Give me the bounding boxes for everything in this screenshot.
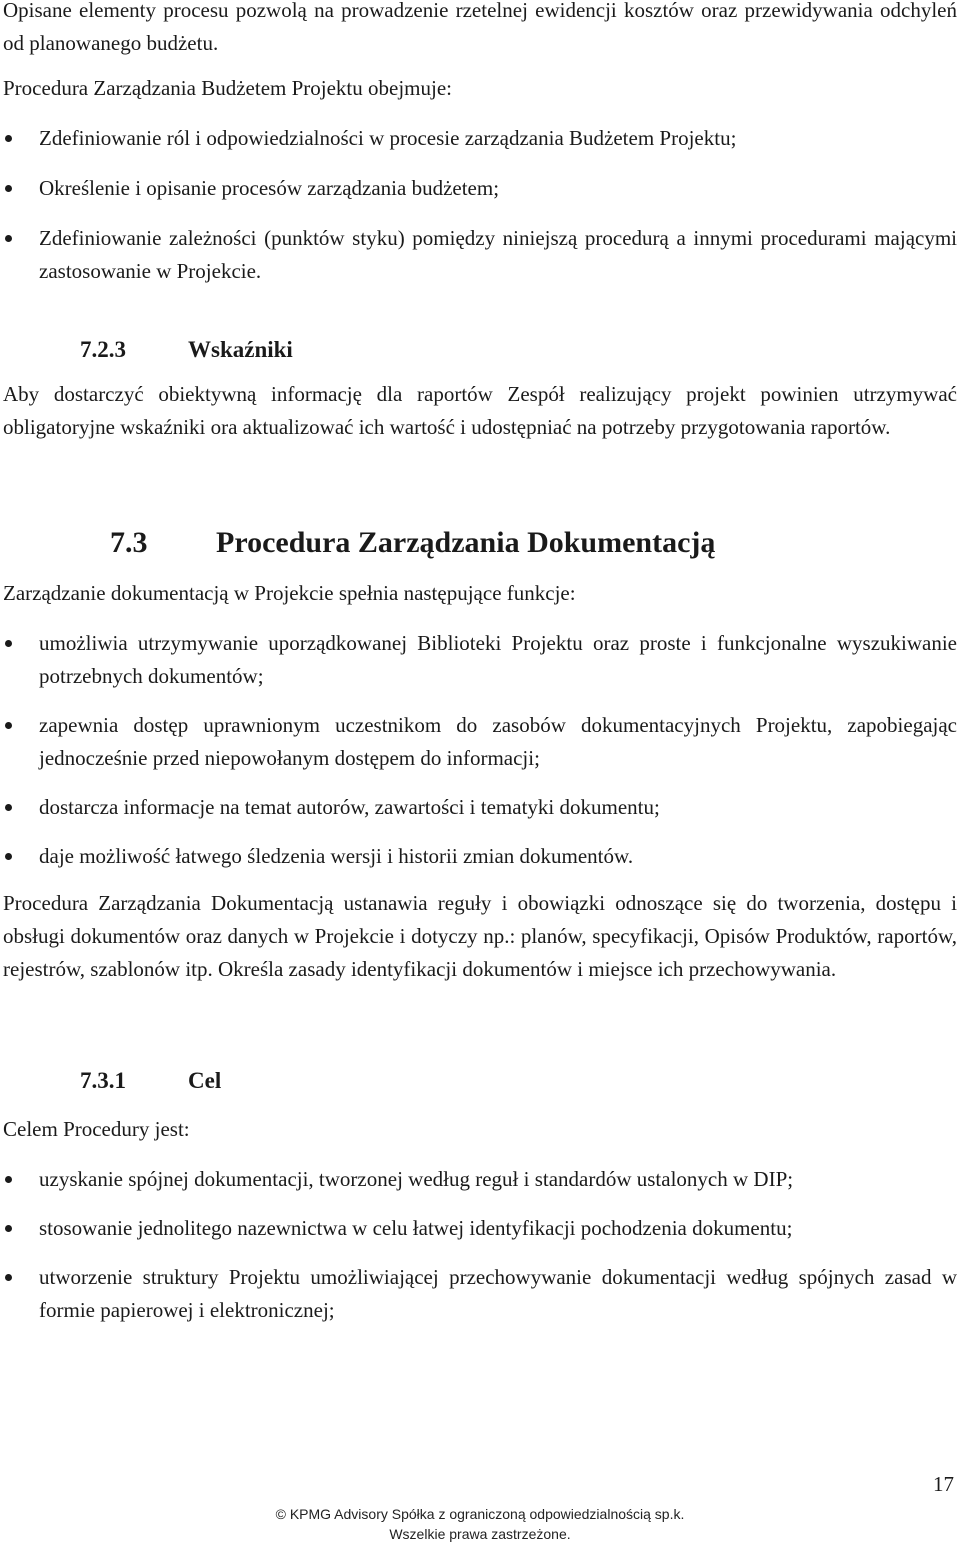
list-item: zapewnia dostęp uprawnionym uczestnikom do zasobów dokumentacyjnych Projektu, zapobiegając jednocześnie przed niepowołanym dostępem do informacji; [39, 713, 957, 770]
list-item: Określenie i opisanie procesów zarządzania budżetem; [39, 176, 500, 200]
bullet-icon [5, 722, 12, 729]
footer-copyright: © KPMG Advisory Spółka z ograniczoną odpowiedzialnością sp.k. [275, 1506, 685, 1522]
section-number: 7.2.3 [80, 337, 126, 362]
section-title: Procedura Zarządzania Dokumentacją [216, 526, 716, 559]
section-73-intro: Zarządzanie dokumentacją w Projekcie spełnia następujące funkcje: [3, 581, 576, 605]
list-item: stosowanie jednolitego nazewnictwa w celu łatwej identyfikacji pochodzenia dokumentu; [39, 1216, 793, 1240]
page-number: 17 [933, 1472, 954, 1496]
list-item: dostarcza informacje na temat autorów, zawartości i tematyki dokumentu; [39, 795, 660, 819]
bullet-icon [5, 640, 12, 647]
list-item: uzyskanie spójnej dokumentacji, tworzonej według reguł i standardów ustalonych w DIP; [39, 1167, 794, 1191]
section-title-731 [188, 1066, 221, 1096]
bullet-icon [5, 135, 12, 142]
bullet-icon [5, 804, 12, 811]
section-title: Cel [188, 1068, 222, 1093]
section-731-intro: Celem Procedury jest: [3, 1117, 190, 1141]
section-723-body: Aby dostarczyć obiektywną informację dla raportów Zespół realizujący projekt powinien utrzymywać obligatoryjne wskaźniki ora aktualizować ich wartość i udostępniać na potrzeby przygotowania raportów. [3, 382, 957, 439]
bullet-icon [5, 185, 12, 192]
list-item: daje możliwość łatwego śledzenia wersji i historii zmian dokumentów. [39, 844, 634, 868]
section-heading-73 [110, 525, 148, 561]
bullet-icon [5, 1274, 12, 1281]
section-heading-723 [80, 335, 126, 365]
bullet-icon [5, 853, 12, 860]
footer-rights: Wszelkie prawa zastrzeżone. [389, 1526, 571, 1542]
list-item: Zdefiniowanie ról i odpowiedzialności w procesie zarządzania Budżetem Projektu; [39, 126, 737, 150]
section-number: 7.3.1 [80, 1068, 126, 1093]
section-number: 7.3 [110, 526, 148, 559]
section-title-73 [216, 525, 715, 561]
list-item: umożliwia utrzymywanie uporządkowanej Biblioteki Projektu oraz proste i funkcjonalne wyszukiwanie potrzebnych dokumentów; [39, 631, 957, 688]
section-title: Wskaźniki [188, 337, 293, 362]
footer [230, 1504, 730, 1544]
bullet-icon [5, 1225, 12, 1232]
section-73-body: Procedura Zarządzania Dokumentacją ustanawia reguły i obowiązki odnoszące się do tworzenia, dostępu i obsługi dokumentów oraz danych w Projekcie i dotyczy np.: planów, specyfikacji, Opisów Produktów, raportów, rejestrów, szablonów itp. Określa zasady identyfikacji dokumentów i miejsce ich przechowywania. [3, 891, 957, 981]
list-item: Zdefiniowanie zależności (punktów styku) pomiędzy niniejszą procedurą a innymi procedurami mającymi zastosowanie w Projekcie. [39, 226, 957, 283]
bullet-icon [5, 1176, 12, 1183]
section-title-723 [188, 335, 293, 365]
list-item: utworzenie struktury Projektu umożliwiającej przechowywanie dokumentacji według spójnych zasad w formie papierowej i elektronicznej; [39, 1265, 957, 1322]
section-heading-731 [80, 1066, 126, 1096]
intro-paragraph: Opisane elementy procesu pozwolą na prowadzenie rzetelnej ewidencji kosztów oraz przewidywania odchyleń od planowanego budżetu. [3, 0, 957, 55]
budget-procedure-intro: Procedura Zarządzania Budżetem Projektu obejmuje: [3, 76, 452, 100]
bullet-icon [5, 235, 12, 242]
